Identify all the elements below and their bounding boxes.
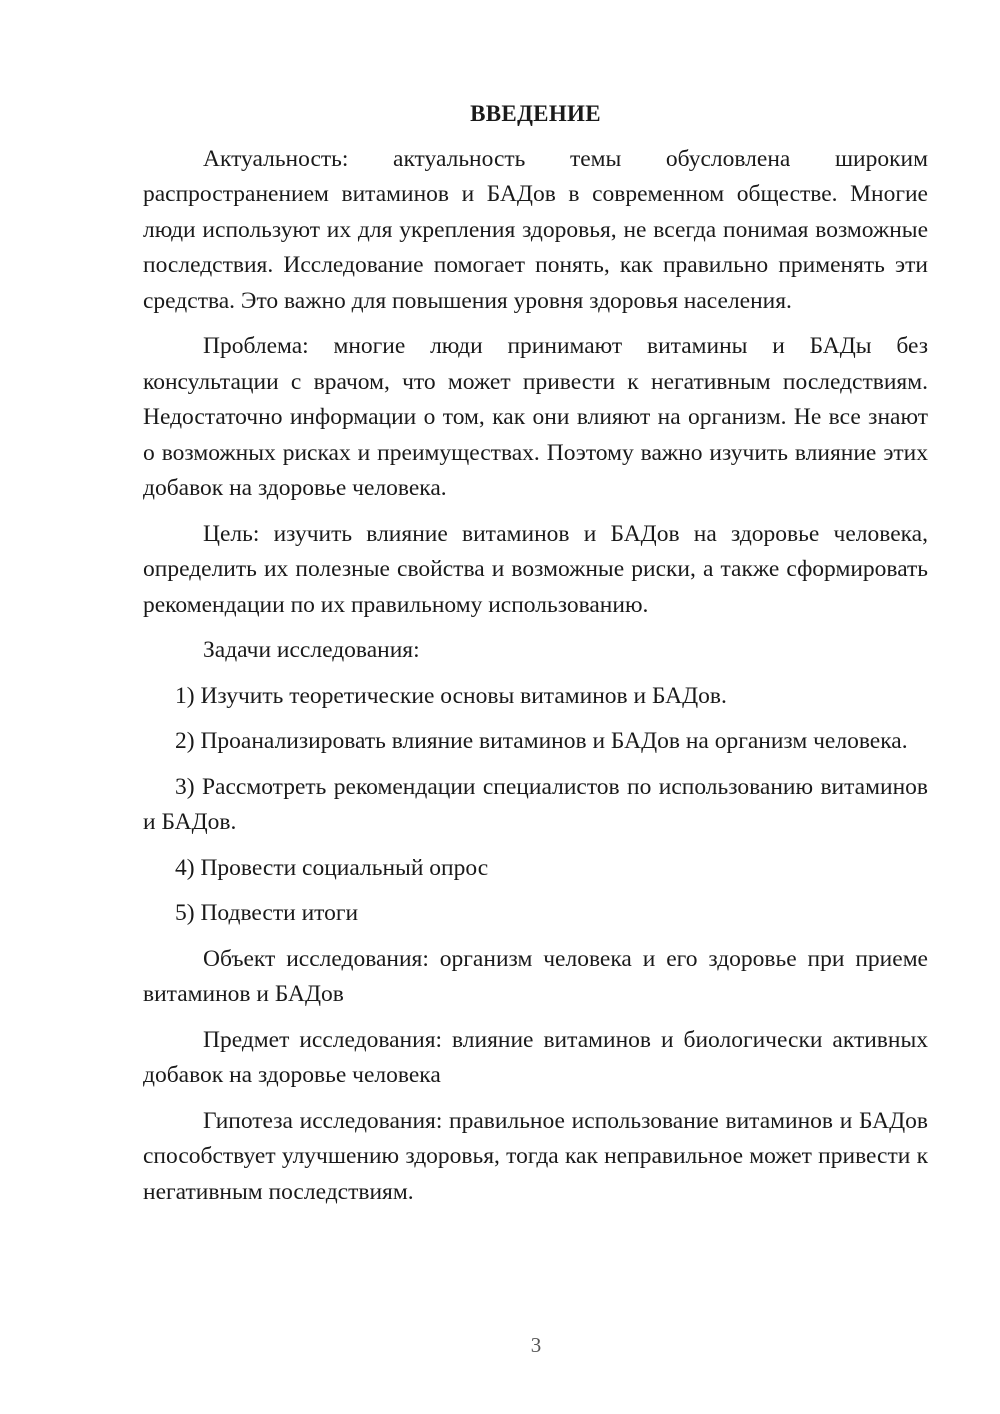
task-item-5: 5) Подвести итоги	[175, 900, 359, 926]
tasks-heading: Задачи исследования:	[203, 637, 420, 663]
paragraph-relevance: Актуальность: актуальность темы обусловлена широким распространением витаминов и БАДов в современном обществе. Многие люди используют их для укрепления здоровья, не всегда понимая возможные последствия. Исследование помогает понять, как правильно применять эти средства. Это важно для повышения уровня здоровья населения.	[143, 145, 928, 314]
paragraph-object: Объект исследования: организм человека и его здоровье при приеме витаминов и БАДов	[143, 945, 928, 1007]
page-content	[143, 96, 928, 1220]
paragraph-goal: Цель: изучить влияние витаминов и БАДов на здоровье человека, определить их полезные свойства и возможные риски, а также сформировать рекомендации по их правильному использованию.	[143, 520, 928, 618]
task-item-3: 3) Рассмотреть рекомендации специалистов по использованию витаминов и БАДов.	[143, 773, 928, 835]
paragraph-problem: Проблема: многие люди принимают витамины и БАДы без консультации с врачом, что может привести к негативным последствиям. Недостаточно информации о том, как они влияют на организм. Не все знают о возможных рисках и преимуществах. Поэтому важно изучить влияние этих добавок на здоровье человека.	[143, 333, 928, 501]
task-item-1: 1) Изучить теоретические основы витаминов и БАДов.	[175, 682, 727, 709]
paragraph-subject: Предмет исследования: влияние витаминов и биологически активных добавок на здоровье человека	[143, 1026, 928, 1088]
page-number: 3	[530, 1333, 542, 1357]
paragraph-hypothesis: Гипотеза исследования: правильное использование витаминов и БАДов способствует улучшению здоровья, тогда как неправильное может привести к негативным последствиям.	[143, 1107, 928, 1205]
page-title: ВВЕДЕНИЕ	[470, 101, 601, 126]
task-item-2: 2) Проанализировать влияние витаминов и БАДов на организм человека.	[175, 728, 908, 754]
task-item-4: 4) Провести социальный опрос	[175, 854, 489, 881]
